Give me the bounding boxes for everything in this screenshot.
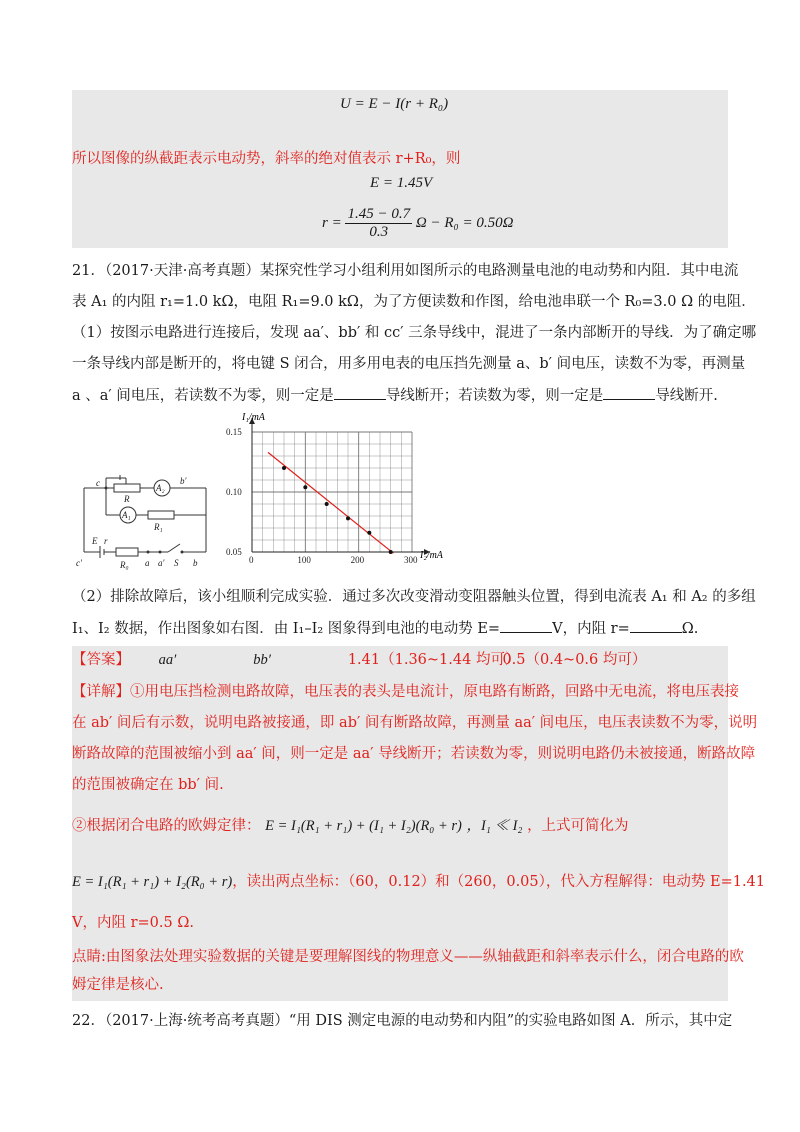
data-point xyxy=(389,550,393,554)
q21-line-5c: 导线断开. xyxy=(655,388,718,404)
x-tick-label: 300 xyxy=(404,555,418,565)
detail-line-3: 断路故障的范围被缩小到 aa′ 间，则一定是 aa′ 导线断开；若读数为零，则说明电路仍未被接通，断路故障 xyxy=(72,746,756,762)
answer-blank-2[interactable] xyxy=(603,385,655,400)
label-a1: A₁ xyxy=(122,510,131,520)
q21-part2-line-2 xyxy=(72,618,698,639)
data-point xyxy=(282,466,286,470)
x-tick-label: 200 xyxy=(350,555,365,565)
x-tick-label: 0 xyxy=(249,555,254,565)
detail-formula-simplified: E = I₁(R₁ + r₁) + I₂(R₀ + r) xyxy=(72,874,233,890)
data-point xyxy=(346,516,350,520)
label-r1: R₁ xyxy=(154,522,163,532)
label-c-prime: c′ xyxy=(76,558,82,568)
q21-part2-line-1: （2）排除故障后，该小组顺利完成实验．通过多次改变滑动变阻器触头位置，得到电流表 A₁ 和 A₂ 的多组 xyxy=(72,589,756,605)
detail-line-5-tail: ，上式可简化为 xyxy=(527,818,629,834)
answer-3: 1.41（1.36~1.44 均可） xyxy=(347,652,520,668)
formula-r-lhs: r = xyxy=(322,214,342,231)
formula-r-fraction xyxy=(345,206,412,241)
label-s: S xyxy=(174,558,179,568)
formula-r-rhs: Ω − R₀ = 0.50Ω xyxy=(415,214,514,231)
label-b: b xyxy=(193,558,198,568)
q21-line-5 xyxy=(72,385,718,406)
data-point xyxy=(303,485,307,489)
label-a2: A₂ xyxy=(156,483,165,493)
label-r-rheostat: R xyxy=(124,494,130,504)
q21-part2-line-2a: I₁、I₂ 数据，作出图象如右图．由 I₁–I₂ 图象得到电池的电动势 E= xyxy=(72,621,501,637)
label-r0: R₀ xyxy=(120,560,129,570)
detail-condition: ，I₁ ≪ I₂ xyxy=(466,818,523,834)
label-r-internal: r xyxy=(104,536,108,546)
y-tick-label: 0.05 xyxy=(226,547,242,557)
fit-line xyxy=(268,452,393,553)
answer-blank-emf[interactable] xyxy=(500,618,552,633)
q22-line-1: 22．（2017·上海·统考高考真题）“用 DIS 测定电源的电动势和内阻”的实验电路如图 A．所示，其中定 xyxy=(72,1013,733,1029)
fraction-denominator: 0.3 xyxy=(369,224,389,240)
answer-tag: 【答案】 xyxy=(72,652,130,668)
x-axis-label: I₂/mA xyxy=(420,550,443,561)
data-point xyxy=(367,531,371,535)
detail-line-1: 【详解】①用电压挡检测电路故障，电压表的表头是电流计，原电路有断路，回路中无电流，将电压表接 xyxy=(72,684,739,700)
q21-part2-line-2c: Ω. xyxy=(681,621,699,637)
fraction-numerator: 1.45 − 0.7 xyxy=(347,206,411,222)
answer-blank-resistance[interactable] xyxy=(630,618,682,633)
q21-line-4: 一条导线内部是断开的，将电键 S 闭合，用多用电表的电压挡先测量 a、b′ 间电压，读数不为零，再测量 xyxy=(72,356,746,372)
formula-e: E = 1.45V xyxy=(370,175,433,191)
solution-explanation: 所以图像的纵截距表示电动势，斜率的绝对值表示 r+R₀，则 xyxy=(72,151,461,167)
note-line-1: 点睛:由图象法处理实验数据的关键是要理解图线的物理意义——纵轴截距和斜率表示什么，闭合电路的欧 xyxy=(72,949,744,965)
q21-line-5b: 导线断开；若读数为零，则一定是 xyxy=(385,388,604,404)
y-tick-label: 0.15 xyxy=(226,427,242,437)
answer-1: aa′ xyxy=(158,652,177,668)
circuit-diagram xyxy=(76,470,216,570)
note-line-2: 姆定律是核心. xyxy=(72,977,164,993)
q21-line-5a: a 、a′ 间电压，若读数不为零，则一定是 xyxy=(72,388,334,404)
formula-r xyxy=(322,206,513,241)
answer-4: 0.5（0.4~0.6 均可） xyxy=(502,652,647,668)
q21-line-3: （1）按图示电路进行连接后，发现 aa′、bb′ 和 cc′ 三条导线中，混进了一条内部断开的导线．为了确定哪 xyxy=(72,325,757,341)
label-a: a xyxy=(145,558,150,568)
i1-i2-graph xyxy=(212,410,472,570)
detail-line-5-text: ②根据闭合电路的欧姆定律： xyxy=(72,818,261,834)
detail-line-4: 的范围被确定在 bb′ 间. xyxy=(72,777,224,793)
answer-2: bb′ xyxy=(253,652,271,668)
answer-line xyxy=(72,650,646,670)
label-b-prime: b′ xyxy=(180,476,187,486)
label-e: E xyxy=(92,536,98,546)
label-c: c xyxy=(96,478,100,488)
label-a-prime: a′ xyxy=(158,558,165,568)
q21-part2-line-2b: V，内阻 r= xyxy=(552,621,630,637)
q21-line-2: 表 A₁ 的内阻 r₁=1.0 kΩ，电阻 R₁=9.0 kΩ，为了方便读数和作图，给电池串联一个 R₀=3.0 Ω 的电阻． xyxy=(72,294,756,310)
answer-blank-1[interactable] xyxy=(334,385,386,400)
y-tick-label: 0.10 xyxy=(226,487,242,497)
data-point xyxy=(325,502,329,506)
detail-line-6-tail: ，读出两点坐标：（60，0.12）和（260，0.05），代入方程解得：电动势 E=1.41 xyxy=(232,874,766,890)
y-axis-label: I₁/mA xyxy=(242,412,265,423)
detail-line-2: 在 ab′ 间后有示数，说明电路被接通，即 ab′ 间有断路故障，再测量 aa′ 间电压，电压表读数不为零，说明 xyxy=(72,715,758,731)
detail-line-5 xyxy=(72,816,629,836)
detail-line-7: V，内阻 r=0.5 Ω. xyxy=(72,915,194,931)
x-tick-label: 100 xyxy=(297,555,311,565)
q21-line-1: 21．（2017·天津·高考真题）某探究性学习小组利用如图所示的电路测量电池的电动势和内阻．其中电流 xyxy=(72,263,739,279)
detail-line-6 xyxy=(72,872,765,892)
formula-u: U = E − I(r + R₀) xyxy=(340,96,449,112)
detail-formula-full: E = I₁(R₁ + r₁) + (I₁ + I₂)(R₀ + r) xyxy=(265,818,462,834)
